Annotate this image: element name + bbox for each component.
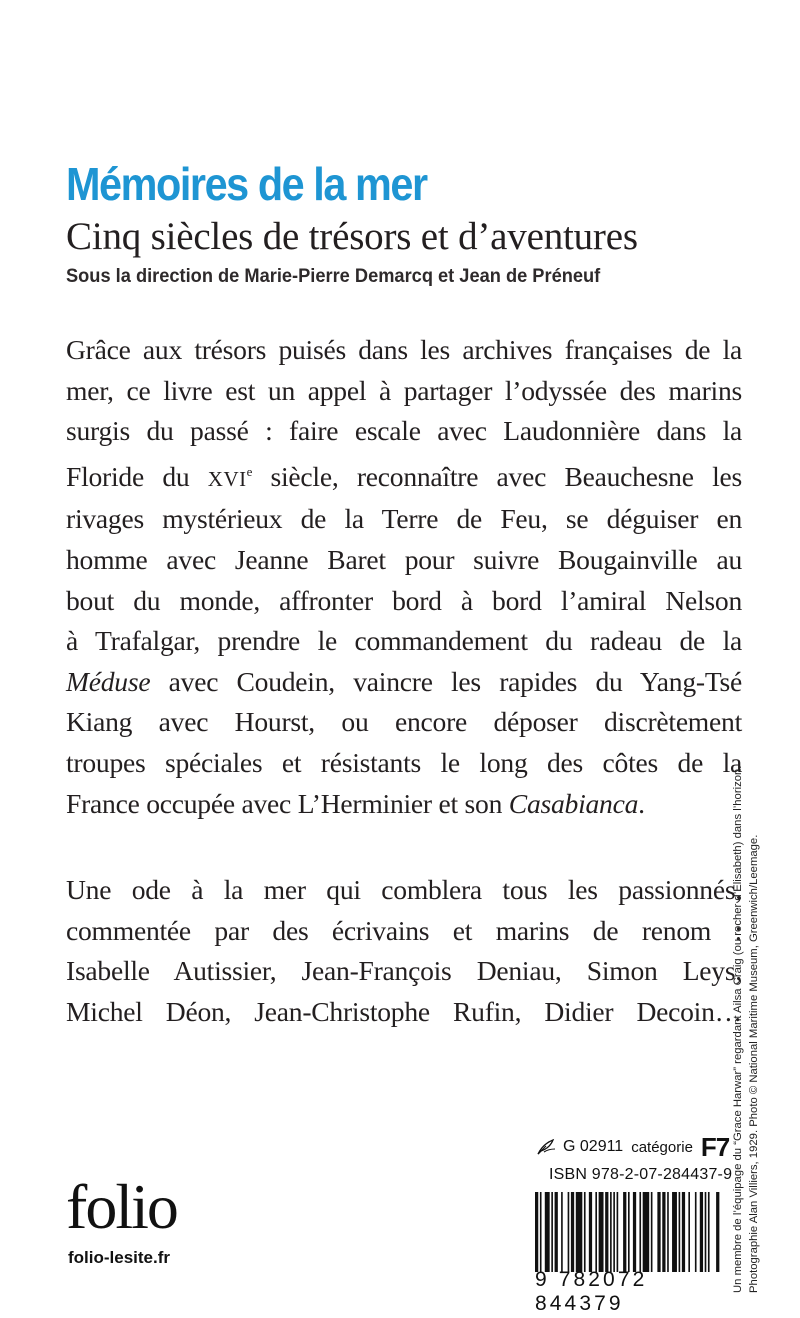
barcode-bar bbox=[662, 1192, 665, 1272]
photo-credit bbox=[730, 673, 762, 1293]
blurb-line: Floride du XVIe siècle, reconnaître avec Beauchesne les bbox=[66, 460, 742, 492]
barcode-bar bbox=[568, 1192, 570, 1272]
barcode-bar bbox=[540, 1192, 542, 1272]
blurb-line: troupes spéciales et résistants le long des côtes de la bbox=[66, 746, 742, 778]
barcode-bar bbox=[584, 1192, 586, 1272]
century-numeral: XVI bbox=[207, 466, 247, 491]
barcode bbox=[535, 1192, 721, 1272]
blurb-line: mer, ce livre est un appel à partager l’odyssée des marins bbox=[66, 374, 742, 406]
blurb-paragraph-2 bbox=[66, 870, 742, 1032]
barcode-bar bbox=[599, 1192, 604, 1272]
barcode-bar bbox=[589, 1192, 592, 1272]
barcode-bar bbox=[705, 1192, 707, 1272]
century-superscript: e bbox=[246, 463, 253, 479]
barcode-digits: 9 782072 844379 bbox=[535, 1268, 648, 1315]
blurb-line: commentée par des écrivains et marins de renom : bbox=[66, 914, 742, 946]
barcode-bar bbox=[682, 1192, 685, 1272]
barcode-bar bbox=[639, 1192, 641, 1272]
category-label: catégorie bbox=[631, 1138, 693, 1156]
blurb-line: rivages mystérieux de la Terre de Feu, se déguiser en bbox=[66, 503, 742, 535]
blurb-paragraph-1 bbox=[66, 330, 742, 824]
barcode-bar bbox=[561, 1192, 563, 1272]
product-code: G 02911 bbox=[563, 1138, 624, 1155]
feather-pen-icon bbox=[535, 1137, 557, 1157]
barcode-bar bbox=[679, 1192, 681, 1272]
blurb-line: surgis du passé : faire escale avec Laudonnière dans la bbox=[66, 415, 742, 447]
barcode-bar bbox=[688, 1192, 690, 1272]
book-subtitle: Cinq siècles de trésors et d’aventures bbox=[66, 215, 638, 258]
blurb-line: France occupée avec L’Herminier et son Casabianca. bbox=[66, 787, 645, 819]
editors-line: Sous la direction de Marie-Pierre Demarcq et Jean de Préneuf bbox=[66, 266, 601, 287]
barcode-bar bbox=[667, 1192, 669, 1272]
barcode-bar bbox=[672, 1192, 677, 1272]
barcode-bar bbox=[700, 1192, 703, 1272]
barcode-bar bbox=[571, 1192, 574, 1272]
barcode-bar bbox=[576, 1192, 583, 1272]
barcode-bar bbox=[657, 1192, 660, 1272]
barcode-bar bbox=[617, 1192, 619, 1272]
photo-credit-line-2: Photographie Alan Villiers, 1929. Photo © National Maritime Museum, Greenwich/Leemage. bbox=[748, 834, 760, 1293]
barcode-bar bbox=[535, 1192, 538, 1272]
blurb-line: Une ode à la mer qui comblera tous les passionnés, bbox=[66, 874, 742, 905]
blurb-line: bout du monde, affronter bord à bord l’amiral Nelson bbox=[66, 584, 742, 616]
barcode-bar bbox=[610, 1192, 612, 1272]
barcode-bar bbox=[643, 1192, 650, 1272]
blurb-line: Michel Déon, Jean-Christophe Rufin, Didier Decoin… bbox=[66, 995, 742, 1027]
barcode-bar bbox=[605, 1192, 608, 1272]
barcode-bar bbox=[708, 1192, 710, 1272]
barcode-bar bbox=[628, 1192, 630, 1272]
barcode-bar bbox=[613, 1192, 615, 1272]
book-title: Mémoires de la mer bbox=[66, 158, 427, 210]
barcode-bar bbox=[623, 1192, 626, 1272]
barcode-bar bbox=[633, 1192, 636, 1272]
barcode-bar bbox=[651, 1192, 653, 1272]
blurb-line: à Trafalgar, prendre le commandement du radeau de la bbox=[66, 625, 742, 657]
barcode-bar bbox=[695, 1192, 697, 1272]
barcode-bar bbox=[551, 1192, 553, 1272]
ship-name-casabianca: Casabianca bbox=[508, 787, 639, 819]
blurb-line: Grâce aux trésors puisés dans les archives françaises de la bbox=[66, 334, 742, 365]
blurb-line: Méduse avec Coudein, vaincre les rapides du Yang-Tsé bbox=[66, 665, 742, 697]
barcode-bar bbox=[595, 1192, 597, 1272]
barcode-bar bbox=[555, 1192, 558, 1272]
publisher-website: folio-lesite.fr bbox=[68, 1248, 171, 1267]
barcode-bar bbox=[545, 1192, 550, 1272]
blurb-line: Isabelle Autissier, Jean-François Deniau, Simon Leys, bbox=[66, 955, 742, 987]
photo-credit-line-1: Un membre de l’équipage du “Grace Harwar” regardant Ailsa Craig (ou rocher d’Elisabeth) dans l’horizon. bbox=[732, 765, 744, 1293]
category-value: F7 bbox=[700, 1131, 730, 1162]
ship-name-meduse: Méduse bbox=[66, 665, 151, 697]
blurb-line: Kiang avec Hourst, ou encore déposer discrètement bbox=[66, 706, 742, 738]
barcode-bar bbox=[716, 1192, 719, 1272]
isbn: ISBN 978-2-07-284437-9 bbox=[549, 1166, 733, 1183]
product-code-row bbox=[535, 1132, 729, 1162]
folio-logo: folio bbox=[66, 1171, 177, 1242]
blurb-line: homme avec Jeanne Baret pour suivre Bougainville au bbox=[66, 543, 742, 575]
